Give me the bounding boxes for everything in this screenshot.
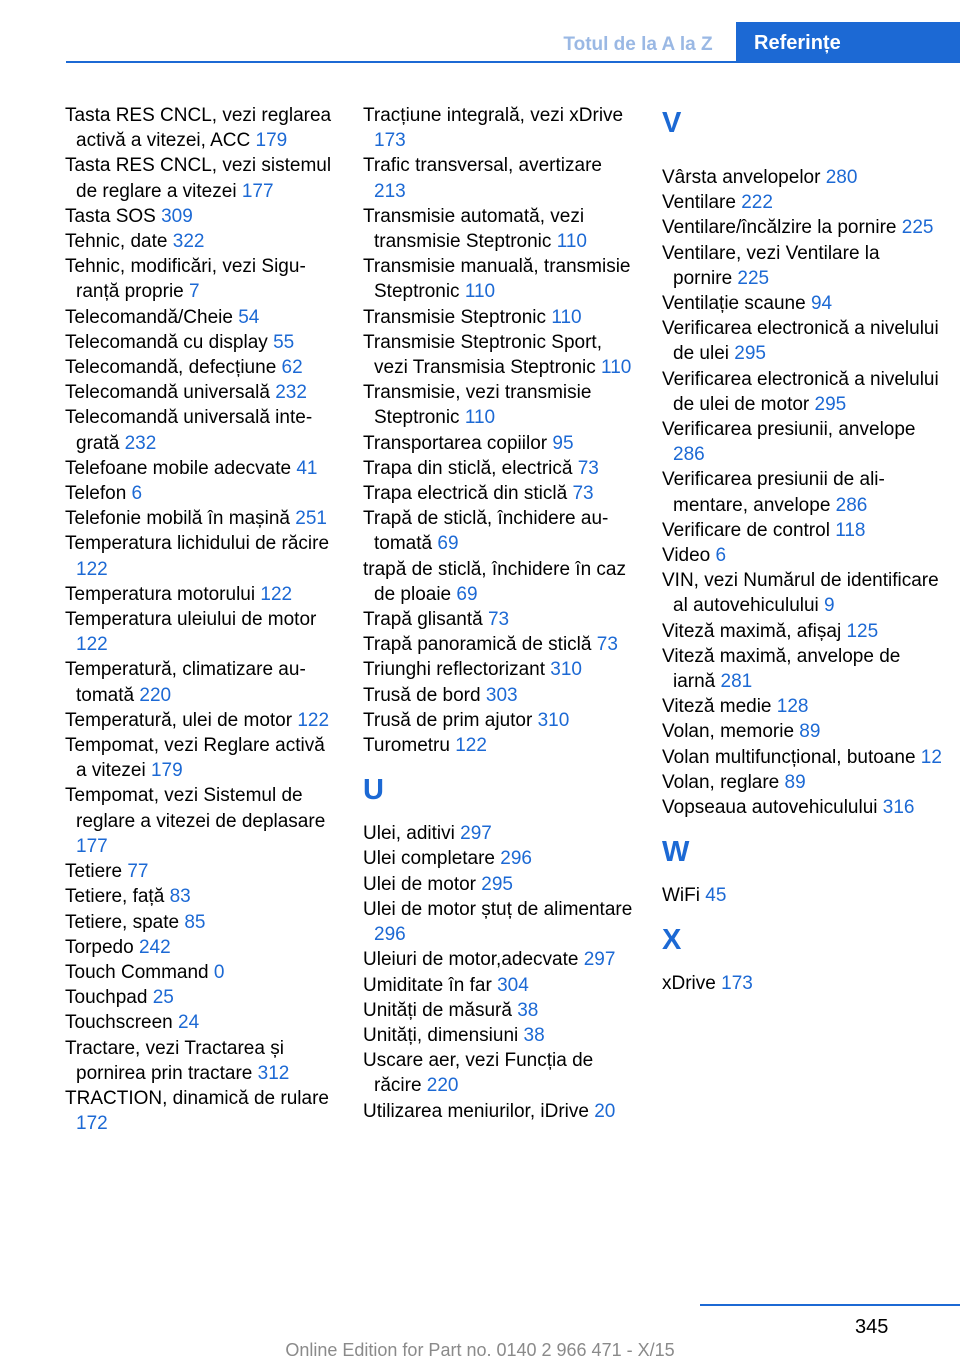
index-term: Viteză maximă, anvelope de iarnă — [662, 645, 901, 693]
page-link[interactable]: 110 — [464, 281, 496, 303]
index-term: Viteză maximă, afișaj — [662, 620, 847, 642]
index-entry — [65, 1086, 335, 1136]
index-term: Uleiuri de motor,adecvate — [363, 949, 584, 971]
page-link[interactable]: 316 — [882, 797, 915, 819]
index-entry — [662, 619, 942, 644]
page-link[interactable]: 62 — [281, 357, 303, 379]
page-link[interactable]: 295 — [481, 873, 513, 895]
page-link[interactable]: 179 — [255, 130, 288, 152]
page-link[interactable]: 312 — [257, 1062, 290, 1084]
index-entry — [363, 947, 633, 972]
index-term: Ulei de motor — [363, 873, 482, 895]
index-term: trapă de sticlă, închidere în caz de ploaie — [363, 558, 626, 605]
index-column-1 — [65, 103, 335, 1136]
page-link[interactable]: 83 — [169, 886, 191, 908]
index-entry — [363, 506, 633, 556]
index-term: Turometru — [363, 735, 456, 757]
index-entry — [662, 883, 942, 908]
page-link[interactable]: 303 — [485, 684, 518, 706]
index-term: Tempomat, vezi Reglare activă a vitezei — [65, 735, 325, 782]
page-link[interactable]: 286 — [835, 494, 868, 516]
index-term: Telecomandă/Cheie — [65, 306, 239, 328]
index-entry — [65, 910, 335, 935]
page-link[interactable]: 12 — [920, 746, 942, 768]
index-term: Telefoane mobile adecvate — [65, 457, 297, 479]
index-column-3 — [662, 103, 942, 997]
index-term: TRACTION, dinamică de rulare — [65, 1087, 329, 1109]
page-link[interactable]: 296 — [500, 848, 532, 870]
index-entry — [65, 229, 335, 254]
page-link[interactable]: 118 — [835, 519, 866, 541]
index-term: Telecomandă universală integrată — [65, 407, 313, 454]
index-term: Transportarea copiilor — [363, 432, 553, 454]
index-entry — [662, 316, 942, 366]
index-section-letter: W — [662, 836, 690, 869]
index-entry — [65, 960, 335, 985]
index-term: Verificarea electronică a nivelului de ulei de motor — [662, 368, 939, 415]
index-entry — [662, 694, 942, 719]
index-entry — [363, 1099, 633, 1124]
index-term: Temperatura uleiului de motor — [65, 609, 317, 631]
page-link[interactable]: 177 — [241, 180, 274, 202]
page-link[interactable]: 95 — [552, 432, 574, 454]
index-term: Touchscreen — [65, 1012, 179, 1034]
index-entry — [363, 456, 633, 481]
page-link[interactable]: 73 — [572, 483, 594, 505]
index-entry — [363, 305, 633, 330]
page-link[interactable]: 310 — [537, 709, 570, 731]
index-term: Transmisie Steptronic — [363, 306, 552, 328]
page-link[interactable]: 304 — [497, 974, 529, 996]
page-link[interactable]: 54 — [238, 306, 260, 328]
index-entry — [65, 607, 335, 657]
page-link[interactable]: 6 — [715, 545, 727, 567]
index-entry — [662, 467, 942, 517]
index-entry — [363, 733, 633, 758]
page-link[interactable]: 122 — [455, 735, 487, 757]
index-entry — [65, 733, 335, 783]
index-entry — [662, 190, 942, 215]
index-term: Uscare aer, vezi Funcția de răcire — [363, 1050, 594, 1097]
index-term: Video — [662, 545, 716, 567]
index-term: Umiditate în far — [363, 974, 498, 996]
page-link[interactable]: 281 — [720, 671, 753, 693]
page-link[interactable]: 69 — [437, 533, 459, 555]
page-link[interactable]: 6 — [131, 483, 143, 505]
page-link[interactable]: 125 — [846, 620, 879, 642]
index-entry — [363, 821, 633, 846]
index-term: Trafic transversal, avertizare — [363, 155, 602, 177]
index-entry — [662, 215, 942, 240]
page-link[interactable]: 225 — [901, 217, 934, 239]
page-link[interactable]: 73 — [487, 609, 510, 631]
page-link[interactable]: 232 — [124, 432, 157, 454]
page-link[interactable]: 232 — [275, 382, 307, 404]
index-column-2 — [363, 103, 633, 1124]
index-term: Temperatura lichidului de răcire — [65, 533, 330, 555]
index-entry — [363, 998, 633, 1023]
index-entry — [363, 431, 633, 456]
page-number: 345 — [855, 1316, 889, 1338]
index-entry — [65, 204, 335, 229]
footer-edition-text: Online Edition for Part no. 0140 2 966 471 - X/15 — [285, 1340, 675, 1360]
page-link[interactable]: 38 — [517, 999, 539, 1021]
index-entry — [65, 305, 335, 330]
index-entry — [65, 657, 335, 707]
index-term: Triunghi reflectorizant — [363, 659, 551, 681]
page-link[interactable]: 179 — [150, 760, 183, 782]
index-term: Temperatură, climatizare automată — [65, 659, 306, 706]
index-term: Tracțiune integrală, vezi xDrive — [363, 105, 624, 126]
index-term: Tetiere — [65, 861, 128, 883]
index-entry — [662, 291, 942, 316]
index-term: Torpedo — [65, 936, 139, 958]
index-term: Vopseaua autovehiculului — [662, 797, 883, 819]
page-link[interactable]: 77 — [127, 861, 149, 883]
header-divider — [66, 61, 960, 63]
index-term: WiFi — [662, 885, 706, 907]
index-term: Tehnic, date — [65, 231, 173, 253]
index-term: Trusă de bord — [363, 684, 486, 706]
page-link[interactable]: 89 — [799, 721, 821, 743]
index-term: Telefonie mobilă în mașină — [65, 508, 296, 530]
page-link[interactable]: 110 — [551, 306, 582, 328]
index-term: Ventilare, vezi Ventilare la pornire — [662, 242, 880, 289]
page-link[interactable]: 24 — [178, 1012, 200, 1034]
index-term: Trapă panoramică de sticlă — [363, 634, 597, 656]
index-entry — [662, 745, 942, 770]
index-entry — [363, 632, 633, 657]
page-link[interactable]: 297 — [583, 949, 616, 971]
index-term: Unități, dimensiuni — [363, 1024, 524, 1046]
page-link[interactable]: 94 — [810, 293, 833, 315]
page-link[interactable]: 110 — [601, 357, 632, 379]
page-link[interactable]: 225 — [737, 267, 770, 289]
index-entry — [662, 367, 942, 417]
index-entry — [363, 153, 633, 203]
index-entry — [363, 973, 633, 998]
index-entry — [662, 417, 942, 467]
index-term: Trusă de prim ajutor — [363, 709, 538, 731]
index-term: VIN, vezi Numărul de identificare al autovehiculului — [662, 570, 939, 617]
index-term: Volan multifuncțional, butoane — [662, 746, 921, 768]
page-link[interactable]: 110 — [464, 407, 496, 429]
index-term: Transmisie automată, vezi transmisie Steptronic — [363, 205, 585, 253]
index-entry — [662, 543, 942, 568]
index-term: Tasta RES CNCL, vezi reglarea activă a vitezei, ACC — [65, 105, 332, 152]
index-term: Verificarea presiunii, anvelope — [662, 419, 916, 441]
index-entry — [363, 683, 633, 708]
page-link[interactable]: 172 — [76, 1113, 108, 1135]
index-entry — [363, 204, 633, 254]
index-term: Viteză medie — [662, 696, 777, 718]
index-entry — [65, 330, 335, 355]
index-term: Telecomandă, defecțiune — [65, 357, 282, 379]
page-link[interactable]: 128 — [776, 696, 809, 718]
index-entry — [65, 708, 335, 733]
index-term: Unități de măsură — [363, 999, 518, 1021]
index-entry — [662, 165, 942, 190]
index-entry — [65, 153, 335, 203]
page-link[interactable]: 213 — [374, 180, 406, 202]
page-link[interactable]: 0 — [213, 961, 225, 983]
index-term: Trapă de sticlă, închidere automată — [363, 508, 609, 555]
page-link[interactable]: 286 — [673, 444, 705, 466]
index-entry — [363, 657, 633, 682]
index-term: Volan, reglare — [662, 771, 785, 793]
index-term: Tractare, vezi Tractarea și pornirea prin tractare — [65, 1037, 284, 1084]
index-entry — [65, 531, 335, 581]
page-link[interactable]: 7 — [189, 281, 200, 303]
index-section-letter: X — [662, 924, 682, 957]
index-entry — [662, 518, 942, 543]
index-entry — [363, 1048, 633, 1098]
page-link[interactable]: 173 — [721, 973, 753, 995]
index-term: Vârsta anvelopelor — [662, 167, 826, 188]
index-entry — [363, 103, 633, 153]
page-link[interactable]: 220 — [426, 1075, 459, 1097]
page-link[interactable]: 122 — [76, 558, 108, 580]
index-entry — [65, 380, 335, 405]
index-term: Ulei de motor ștuț de alimentare — [363, 898, 633, 920]
page-link[interactable]: 25 — [152, 987, 174, 1009]
index-term: Ventilare/încălzire la pornire — [662, 217, 902, 239]
footer-divider — [700, 1304, 960, 1306]
page-link[interactable]: 177 — [76, 835, 108, 857]
page-link[interactable]: 69 — [456, 583, 478, 605]
index-entry — [65, 859, 335, 884]
index-term: Trapa din sticlă, electrică — [363, 457, 578, 479]
index-term: Ulei completare — [363, 848, 501, 870]
page-link[interactable]: 89 — [784, 771, 806, 793]
header-section-tab: Totul de la A la Z — [563, 34, 713, 55]
index-entry — [65, 783, 335, 859]
page-link[interactable]: 55 — [273, 331, 295, 353]
page-link[interactable]: 85 — [184, 911, 206, 933]
page-link[interactable]: 309 — [161, 205, 193, 227]
page-link[interactable]: 122 — [260, 583, 293, 605]
index-entry — [363, 557, 633, 607]
index-term: Tempomat, vezi Sistemul de reglare a vitezei de deplasare — [65, 785, 326, 832]
index-term: Trapa electrică din sticlă — [363, 483, 573, 505]
page-link[interactable]: 295 — [734, 343, 766, 365]
index-term: Trapă glisantă — [363, 609, 488, 631]
index-term: Transmisie manuală, transmisie Steptronic — [363, 256, 631, 303]
index-entry — [65, 1036, 335, 1086]
index-entry — [65, 456, 335, 481]
index-term: Transmisie Steptronic Sport, vezi Transmisia Steptronic — [363, 331, 602, 379]
index-term: Tasta RES CNCL, vezi sistemul de reglare a vitezei — [65, 155, 332, 202]
index-entry — [363, 380, 633, 430]
index-entry — [363, 708, 633, 733]
index-entry — [65, 1010, 335, 1035]
index-entry — [662, 770, 942, 795]
page-link[interactable]: 38 — [523, 1024, 545, 1046]
index-term: xDrive — [662, 973, 722, 995]
page-link[interactable]: 73 — [596, 634, 618, 656]
page-link[interactable]: 322 — [172, 231, 205, 253]
page-link[interactable]: 173 — [374, 130, 406, 152]
index-term: Ventilație scaune — [662, 293, 811, 315]
index-term: Touch Command — [65, 961, 214, 983]
index-entry — [363, 330, 633, 380]
index-entry — [65, 254, 335, 304]
page-link[interactable]: 220 — [139, 684, 172, 706]
page-link[interactable]: 45 — [705, 885, 727, 907]
index-entry — [65, 355, 335, 380]
index-term: Telefon — [65, 483, 132, 505]
page-link[interactable]: 122 — [76, 634, 108, 656]
index-entry — [363, 872, 633, 897]
index-entry — [65, 884, 335, 909]
index-entry — [662, 971, 942, 996]
index-term: Touchpad — [65, 987, 153, 1009]
index-entry — [363, 481, 633, 506]
index-term: Temperatură, ulei de motor — [65, 709, 298, 731]
page-link[interactable]: 251 — [295, 508, 327, 530]
page-link[interactable]: 310 — [550, 659, 582, 681]
page-link[interactable]: 73 — [577, 457, 599, 479]
index-entry — [65, 582, 335, 607]
page-link[interactable]: 122 — [297, 709, 330, 731]
index-term: Utilizarea meniurilor, iDrive — [363, 1100, 595, 1122]
index-term: Verificarea electronică a nivelului de ulei — [662, 318, 939, 365]
page-link[interactable]: 297 — [460, 823, 492, 845]
index-section-letter: V — [662, 107, 682, 139]
index-entry — [363, 254, 633, 304]
index-entry — [65, 481, 335, 506]
index-term: Verificare de control — [662, 519, 836, 541]
index-entry — [65, 935, 335, 960]
index-term: Tetiere, față — [65, 886, 170, 908]
index-entry — [662, 719, 942, 744]
page-link[interactable]: 295 — [814, 393, 847, 415]
index-term: Ulei, aditivi — [363, 823, 461, 845]
index-term: Tasta SOS — [65, 205, 162, 227]
index-entry — [363, 846, 633, 871]
index-term: Telecomandă universală — [65, 382, 276, 404]
page-link[interactable]: 110 — [556, 231, 587, 253]
page-link[interactable]: 41 — [296, 457, 318, 479]
index-entry — [662, 644, 942, 694]
index-entry — [363, 1023, 633, 1048]
index-term: Transmisie, vezi transmisie Steptronic — [363, 382, 592, 429]
index-term: Telecomandă cu display — [65, 331, 274, 353]
index-entry — [662, 241, 942, 291]
index-term: Tetiere, spate — [65, 911, 185, 933]
header-chapter-tab: Referințe — [736, 22, 960, 62]
index-entry — [363, 897, 633, 947]
index-section-letter: U — [363, 774, 384, 807]
page-link[interactable]: 9 — [824, 595, 835, 617]
page-link[interactable]: 280 — [825, 167, 858, 188]
index-entry — [65, 506, 335, 531]
index-term: Tehnic, modificări, vezi Siguranță proprie — [65, 256, 306, 303]
index-term: Ventilare — [662, 192, 742, 214]
index-entry — [65, 103, 335, 153]
index-entry — [363, 607, 633, 632]
index-entry — [662, 568, 942, 618]
page-link[interactable]: 296 — [374, 924, 406, 946]
index-entry — [662, 795, 942, 820]
index-entry — [65, 985, 335, 1010]
page-link[interactable]: 20 — [594, 1100, 616, 1122]
page-link[interactable]: 242 — [138, 936, 171, 958]
index-term: Volan, memorie — [662, 721, 800, 743]
index-term: Temperatura motorului — [65, 583, 261, 605]
page-link[interactable]: 222 — [741, 192, 773, 214]
index-entry — [65, 405, 335, 455]
index-term: Verificarea presiunii de alimentare, anvelope — [662, 469, 885, 516]
